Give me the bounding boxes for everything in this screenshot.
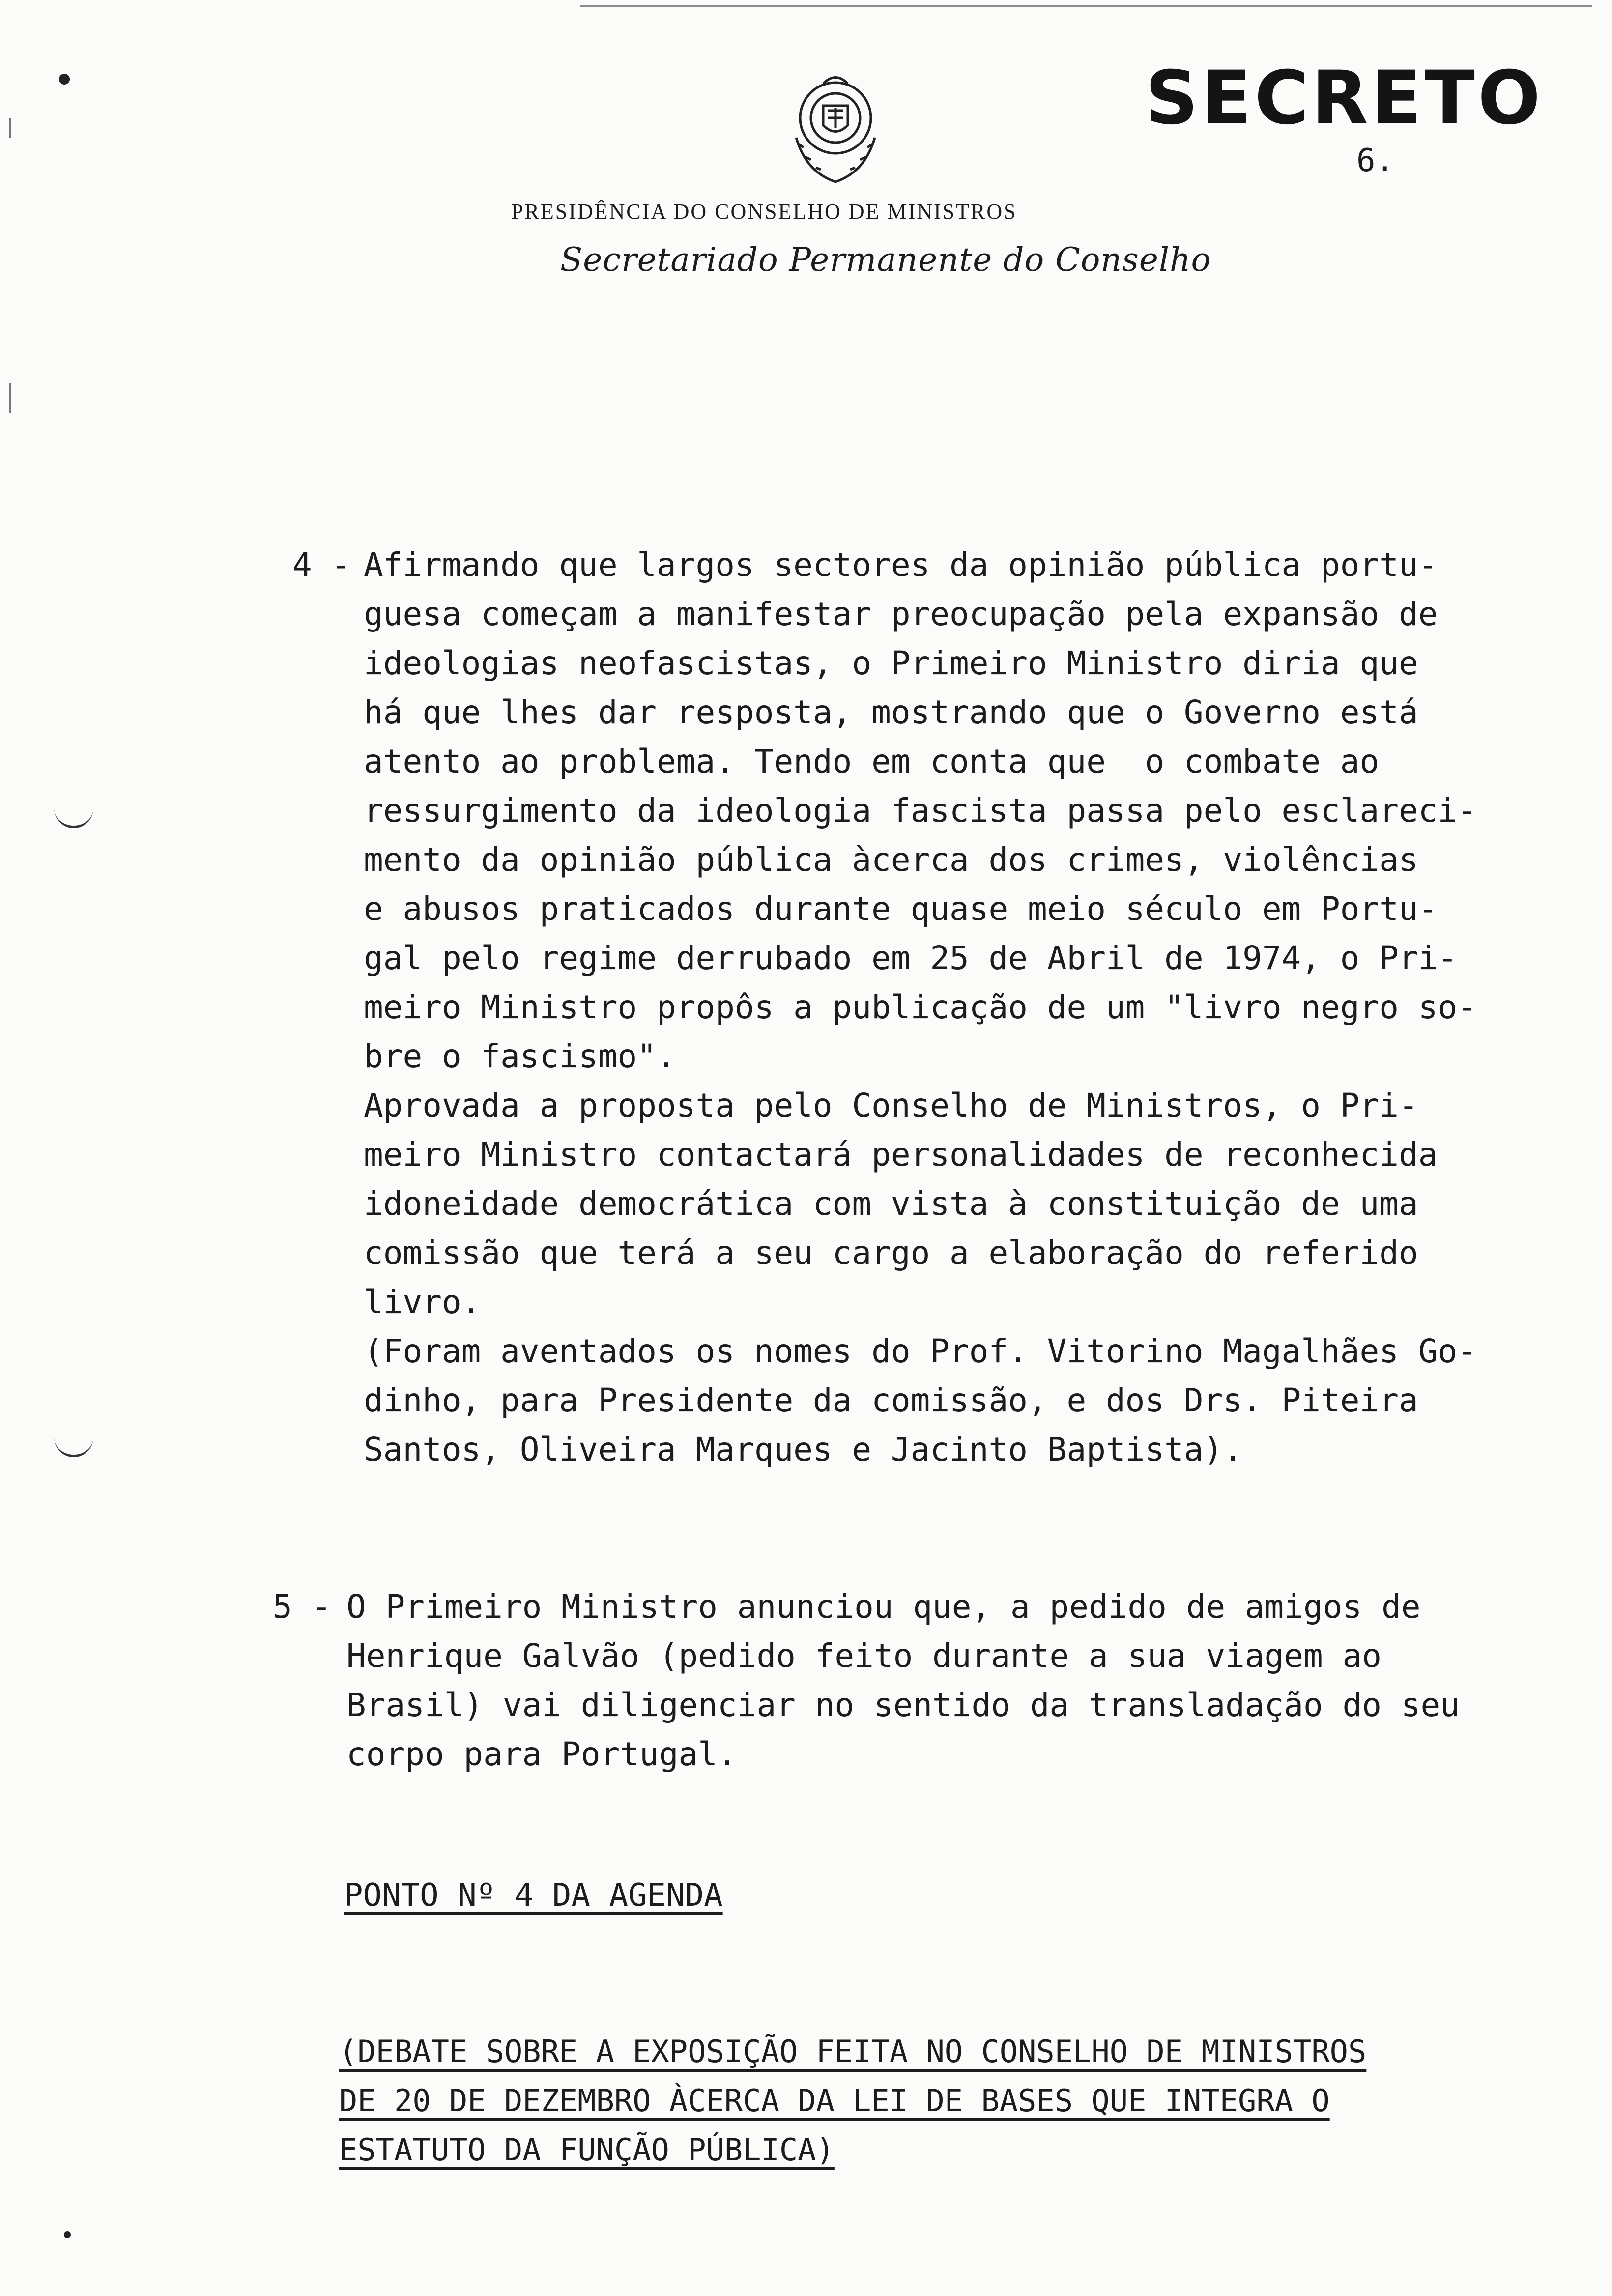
text-line: ideologias neofascistas, o Primeiro Ministro diria que — [364, 644, 1418, 682]
item-5-paragraph — [346, 1582, 1460, 1779]
page-top-edge — [580, 5, 1592, 7]
debate-line: DE 20 DE DEZEMBRO ÀCERCA DA LEI DE BASES QUE INTEGRA O — [339, 2083, 1330, 2119]
text-line: guesa começam a manifestar preocupação pela expansão de — [364, 595, 1438, 633]
coat-of-arms-emblem — [777, 64, 894, 192]
text-line: bre o fascismo". — [364, 1037, 676, 1075]
text-line: há que lhes dar resposta, mostrando que o Governo está — [364, 693, 1418, 731]
text-line: e abusos praticados durante quase meio século em Portu- — [364, 890, 1438, 928]
item-4-paragraph — [364, 541, 1477, 1474]
text-line: comissão que terá a seu cargo a elaboração do referido — [364, 1234, 1418, 1272]
speck — [59, 74, 70, 85]
text-line: Henrique Galvão (pedido feito durante a sua viagem ao — [346, 1637, 1382, 1675]
text-line: dinho, para Presidente da comissão, e dos Drs. Piteira — [364, 1381, 1418, 1419]
text-line: gal pelo regime derrubado em 25 de Abril de 1974, o Pri- — [364, 939, 1458, 977]
text-line: Afirmando que largos sectores da opinião pública portu- — [364, 546, 1438, 584]
debate-line: (DEBATE SOBRE A EXPOSIÇÃO FEITA NO CONSELHO DE MINISTROS — [339, 2034, 1367, 2069]
text-line: Aprovada a proposta pelo Conselho de Ministros, o Pri- — [364, 1087, 1418, 1124]
text-line: corpo para Portugal. — [346, 1735, 737, 1773]
text-line: meiro Ministro propôs a publicação de um "livro negro so- — [364, 988, 1477, 1026]
margin-mark — [9, 118, 11, 138]
text-line: (Foram aventados os nomes do Prof. Vitorino Magalhães Go- — [364, 1332, 1477, 1370]
punch-hole-mark — [54, 1435, 93, 1457]
classification-stamp: SECRETO — [1145, 56, 1544, 141]
margin-mark — [9, 383, 11, 413]
debate-line: ESTATUTO DA FUNÇÃO PÚBLICA) — [339, 2132, 835, 2168]
text-line: atento ao problema. Tendo em conta que o combate ao — [364, 743, 1380, 780]
punch-hole-mark — [54, 806, 93, 828]
agenda-heading: PONTO Nº 4 DA AGENDA — [344, 1877, 723, 1914]
text-line: Santos, Oliveira Marques e Jacinto Baptista). — [364, 1431, 1243, 1468]
agenda-debate-title — [339, 2027, 1366, 2175]
item-number: 4 - — [292, 546, 351, 584]
text-line: O Primeiro Ministro anunciou que, a pedido de amigos de — [346, 1588, 1421, 1626]
text-line: Brasil) vai diligenciar no sentido da transladação do seu — [346, 1686, 1460, 1724]
text-line: livro. — [364, 1283, 481, 1321]
speck — [64, 2231, 71, 2238]
text-line: meiro Ministro contactará personalidades de reconhecida — [364, 1136, 1438, 1174]
item-number: 5 - — [273, 1588, 332, 1626]
text-line: mento da opinião pública àcerca dos crimes, violências — [364, 841, 1418, 879]
secretariat-subheading: Secretariado Permanente do Conselho — [560, 241, 1211, 279]
text-line: ressurgimento da ideologia fascista passa pelo esclareci- — [364, 792, 1477, 830]
text-line: idoneidade democrática com vista à constituição de uma — [364, 1185, 1418, 1223]
page-number: 6. — [1356, 143, 1395, 179]
organization-heading: PRESIDÊNCIA DO CONSELHO DE MINISTROS — [511, 200, 1017, 224]
